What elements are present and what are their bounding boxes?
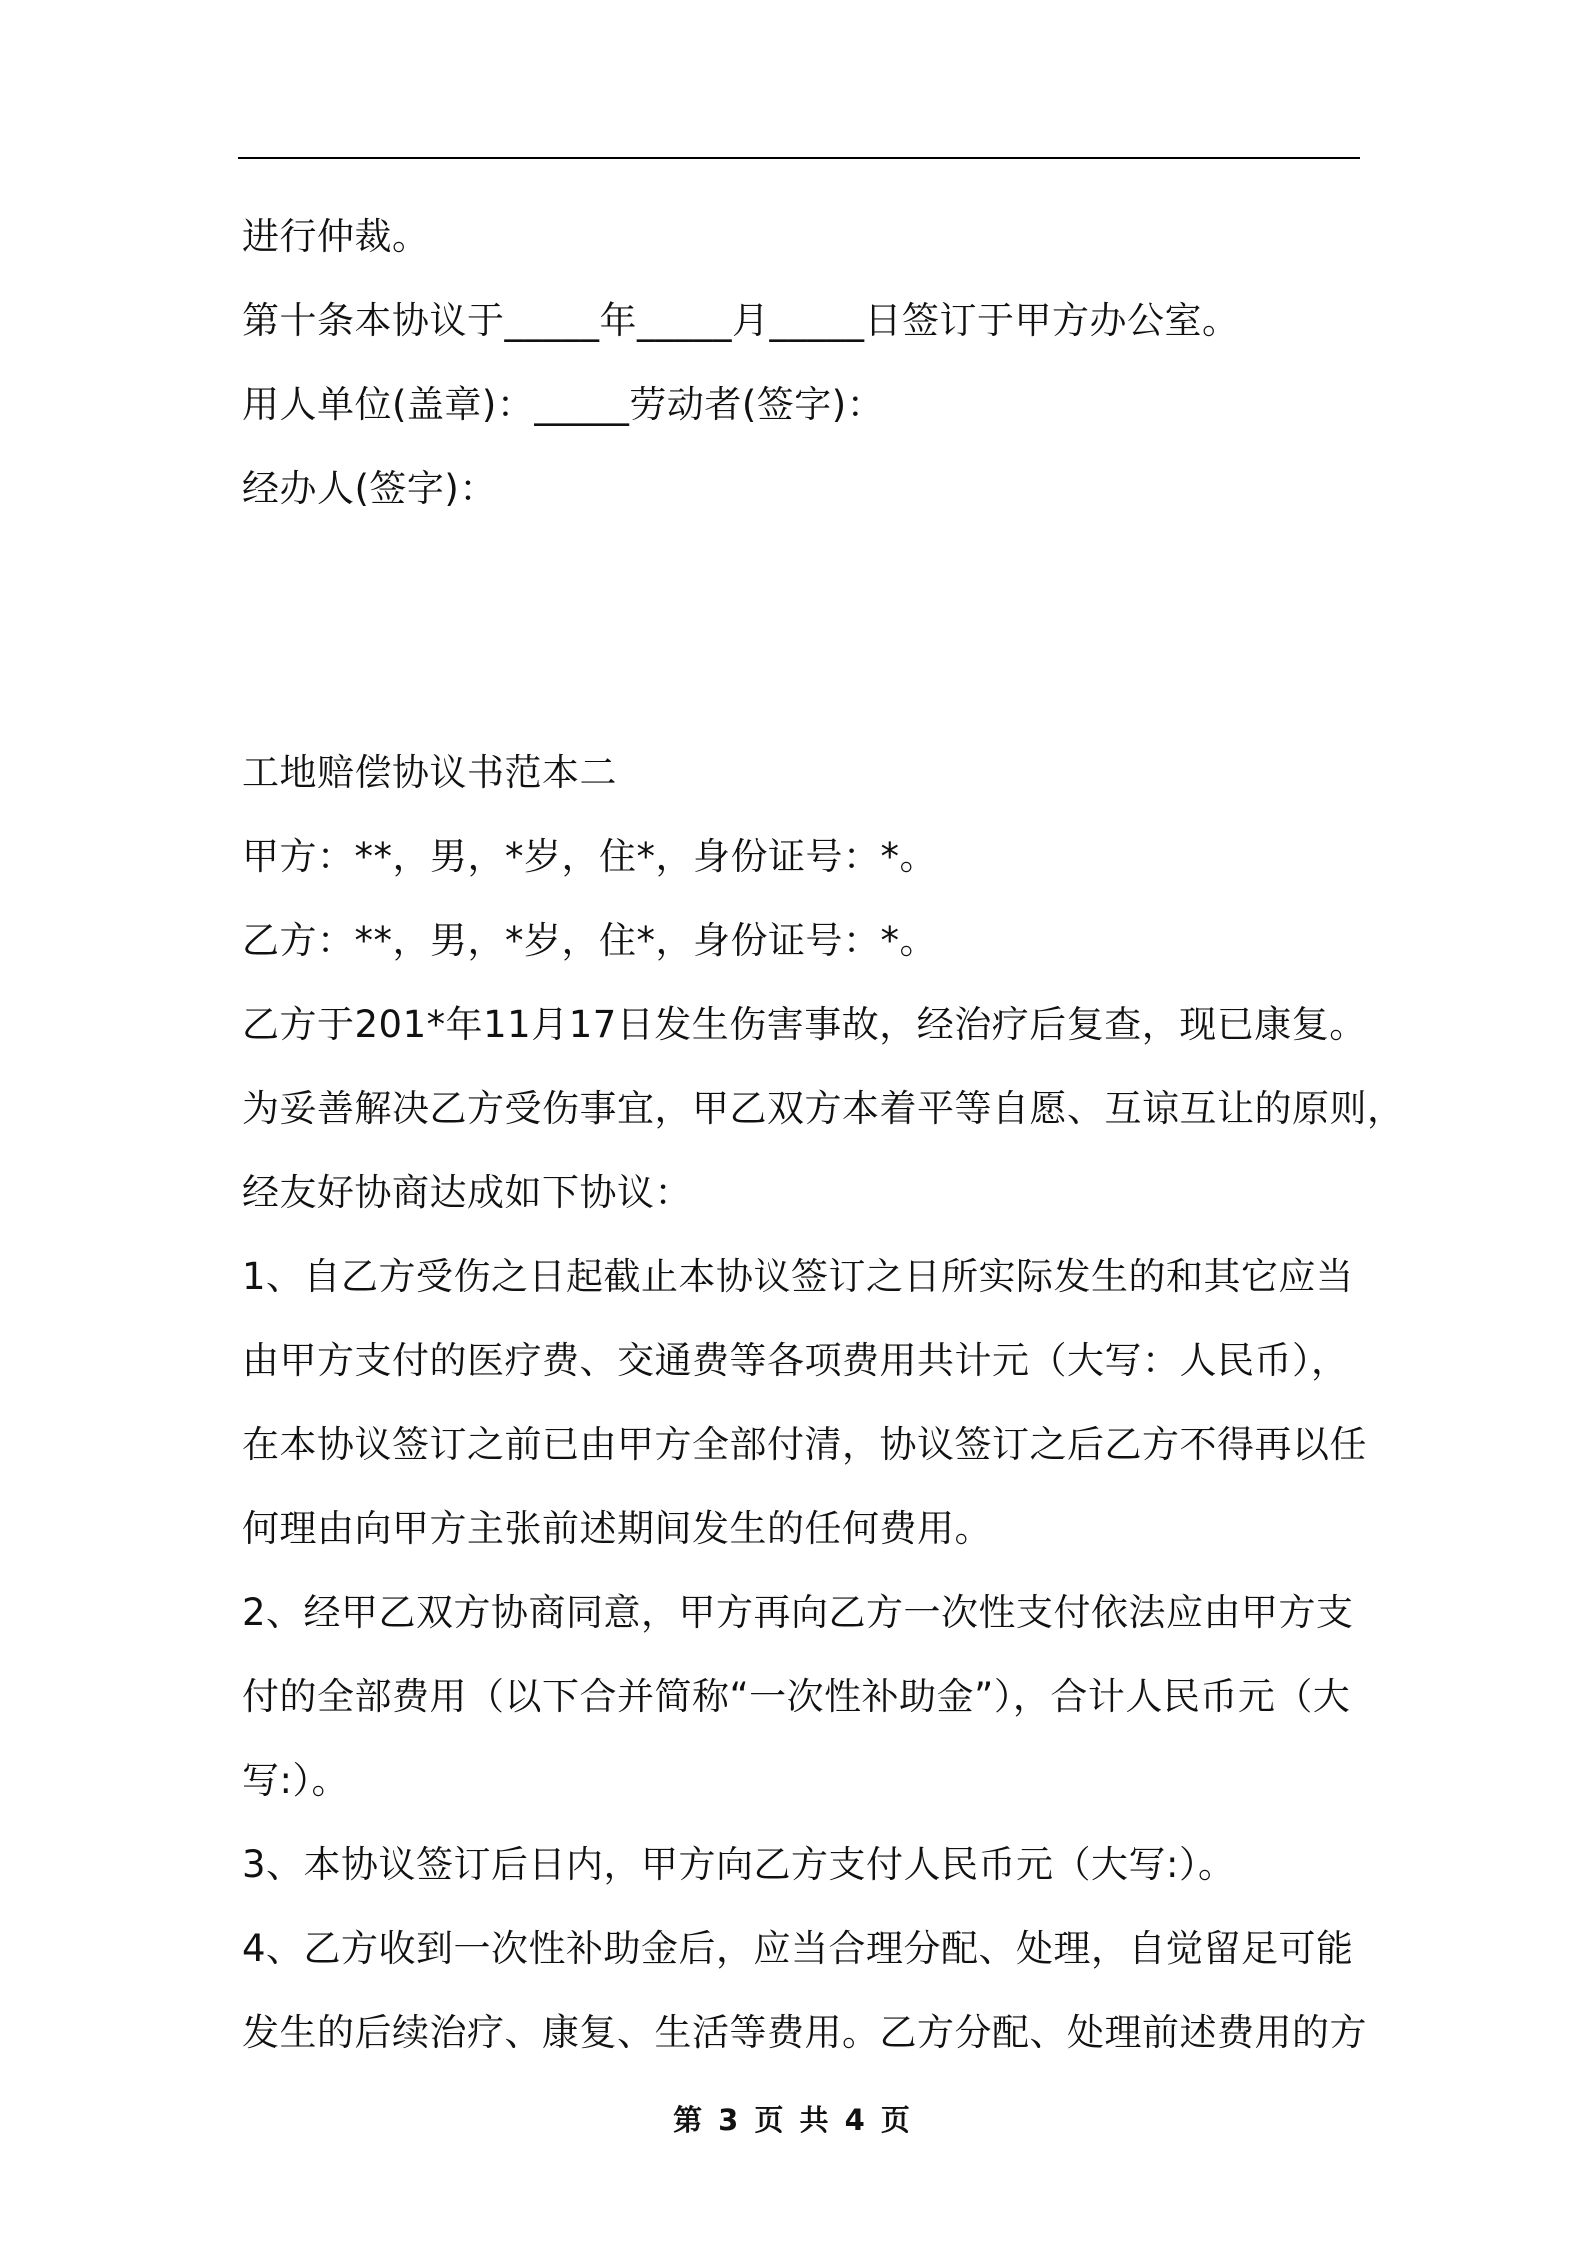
text-line: 付的全部费用（以下合并简称“一次性补助金”），合计人民币元（大 (242, 1675, 1351, 1718)
text-line: 乙方于201*年11月17日发生伤害事故，经治疗后复查，现已康复。 (242, 1003, 1367, 1046)
section-gap (242, 531, 1362, 731)
text-line: 乙方：**，男，*岁，住*，身份证号：*。 (242, 919, 937, 962)
text-line: 在本协议签订之前已由甲方全部付清，协议签订之后乙方不得再以任 (242, 1423, 1367, 1466)
text-line: 发生的后续治疗、康复、生活等费用。乙方分配、处理前述费用的方 (242, 2011, 1367, 2054)
text-line: 写:）。 (242, 1759, 349, 1802)
text-line: 经友好协商达成如下协议： (242, 1171, 692, 1214)
header-rule (238, 157, 1360, 159)
text-line: 为妥善解决乙方受伤事宜，甲乙双方本着平等自愿、互谅互让的原则， (242, 1087, 1405, 1130)
section-title: 工地赔偿协议书范本二 (242, 751, 617, 794)
text-line: 用人单位(盖章)：_____劳动者(签字)： (242, 383, 885, 426)
document-body (242, 195, 1405, 2075)
text-line: 第十条本协议于_____年_____月_____日签订于甲方办公室。 (242, 299, 1240, 342)
text-line: 1、自乙方受伤之日起截止本协议签订之日所实际发生的和其它应当 (242, 1255, 1354, 1298)
text-line: 由甲方支付的医疗费、交通费等各项费用共计元（大写：人民币）， (242, 1339, 1349, 1382)
text-line: 进行仲裁。 (242, 215, 430, 258)
text-line: 何理由向甲方主张前述期间发生的任何费用。 (242, 1507, 992, 1550)
text-line: 甲方：**，男，*岁，住*，身份证号：*。 (242, 835, 937, 878)
text-line: 4、乙方收到一次性补助金后，应当合理分配、处理，自觉留足可能 (242, 1927, 1354, 1970)
text-line: 3、本协议签订后日内，甲方向乙方支付人民币元（大写:）。 (242, 1843, 1236, 1886)
text-line: 2、经甲乙双方协商同意，甲方再向乙方一次性支付依法应由甲方支 (242, 1591, 1354, 1634)
page-number: 第 3 页 共 4 页 (673, 2103, 913, 2137)
text-line: 经办人(签字)： (242, 467, 497, 510)
